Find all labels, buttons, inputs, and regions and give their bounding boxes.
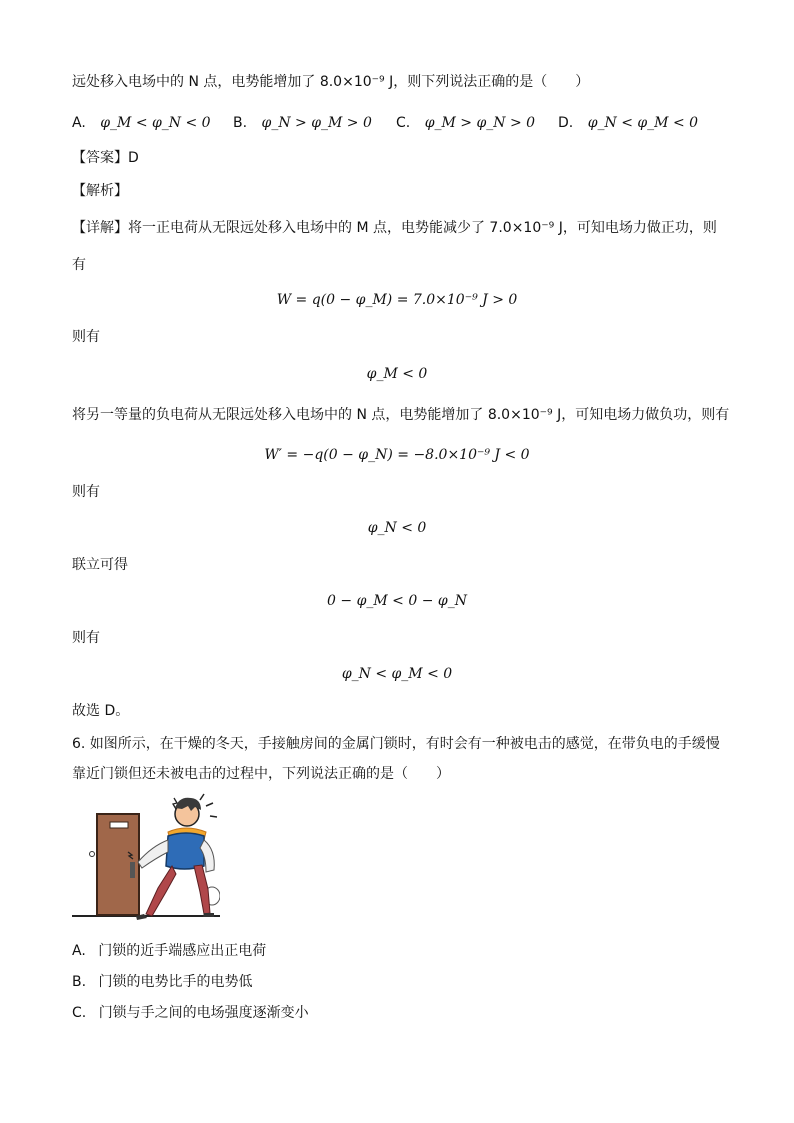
detail-text: 将一正电荷从无限远处移入电场中的 M 点，电势能减少了 7.0×10⁻⁹ J，可知电场力做正功，则 bbox=[128, 220, 717, 236]
answer-line bbox=[72, 148, 139, 168]
option-label: B. bbox=[72, 974, 87, 990]
option-label: D. bbox=[558, 115, 574, 131]
text-zeyou-3: 则有 bbox=[72, 630, 100, 646]
q6-option-c bbox=[72, 1003, 309, 1023]
q5-option-b bbox=[233, 113, 372, 133]
q6-stem-line-1: 6. 如图所示，在干燥的冬天，手接触房间的金属门锁时，有时会有一种被电击的感觉，在带负电的手缓慢 bbox=[72, 736, 720, 752]
negative-charge-line: 将另一等量的负电荷从无限远处移入电场中的 N 点，电势能增加了 8.0×10⁻⁹ J，可知电场力做负功，则有 bbox=[72, 407, 730, 423]
answer-tag: 【答案】 bbox=[72, 150, 128, 166]
equation-1: W = q(0 − φ_M) = 7.0×10⁻⁹ J > 0 bbox=[276, 292, 518, 308]
q5-option-c bbox=[396, 113, 535, 133]
text-lianli: 联立可得 bbox=[72, 557, 128, 573]
option-text: φ_N < φ_M < 0 bbox=[587, 115, 699, 131]
option-text: φ_N > φ_M > 0 bbox=[261, 115, 372, 131]
equation-3: W′ = −q(0 − φ_N) = −8.0×10⁻⁹ J < 0 bbox=[264, 447, 530, 463]
q6-option-a bbox=[72, 941, 266, 961]
text-zeyou-1: 则有 bbox=[72, 329, 100, 345]
q5-option-d bbox=[558, 113, 698, 133]
option-label: B. bbox=[233, 115, 248, 131]
equation-2: φ_M < 0 bbox=[366, 366, 428, 382]
option-text: φ_M < φ_N < 0 bbox=[100, 115, 211, 131]
conclusion: 故选 D。 bbox=[72, 703, 130, 719]
option-text: 门锁与手之间的电场强度逐渐变小 bbox=[98, 1005, 309, 1021]
door-lock-illustration bbox=[72, 792, 220, 924]
detail-tag: 【详解】 bbox=[72, 220, 128, 236]
option-label: A. bbox=[72, 943, 86, 959]
detail-line bbox=[72, 218, 717, 238]
option-label: A. bbox=[72, 115, 86, 131]
q5-stem-tail: 远处移入电场中的 N 点，电势能增加了 8.0×10⁻⁹ J，则下列说法正确的是（ ） bbox=[72, 74, 590, 90]
equation-5: 0 − φ_M < 0 − φ_N bbox=[327, 593, 467, 609]
option-label: C. bbox=[396, 115, 411, 131]
equation-4: φ_N < 0 bbox=[367, 520, 427, 536]
q6-stem-line-2: 靠近门锁但还未被电击的过程中，下列说法正确的是（ ） bbox=[72, 766, 450, 782]
answer-value: D bbox=[128, 150, 139, 166]
text-you: 有 bbox=[72, 257, 86, 273]
q5-option-a bbox=[72, 113, 211, 133]
option-text: 门锁的电势比手的电势低 bbox=[98, 974, 253, 990]
option-text: φ_M > φ_N > 0 bbox=[424, 115, 536, 131]
equation-6: φ_N < φ_M < 0 bbox=[341, 666, 453, 682]
option-label: C. bbox=[72, 1005, 87, 1021]
analysis-tag: 【解析】 bbox=[72, 183, 128, 199]
option-text: 门锁的近手端感应出正电荷 bbox=[98, 943, 267, 959]
q6-option-b bbox=[72, 972, 253, 992]
text-zeyou-2: 则有 bbox=[72, 484, 100, 500]
